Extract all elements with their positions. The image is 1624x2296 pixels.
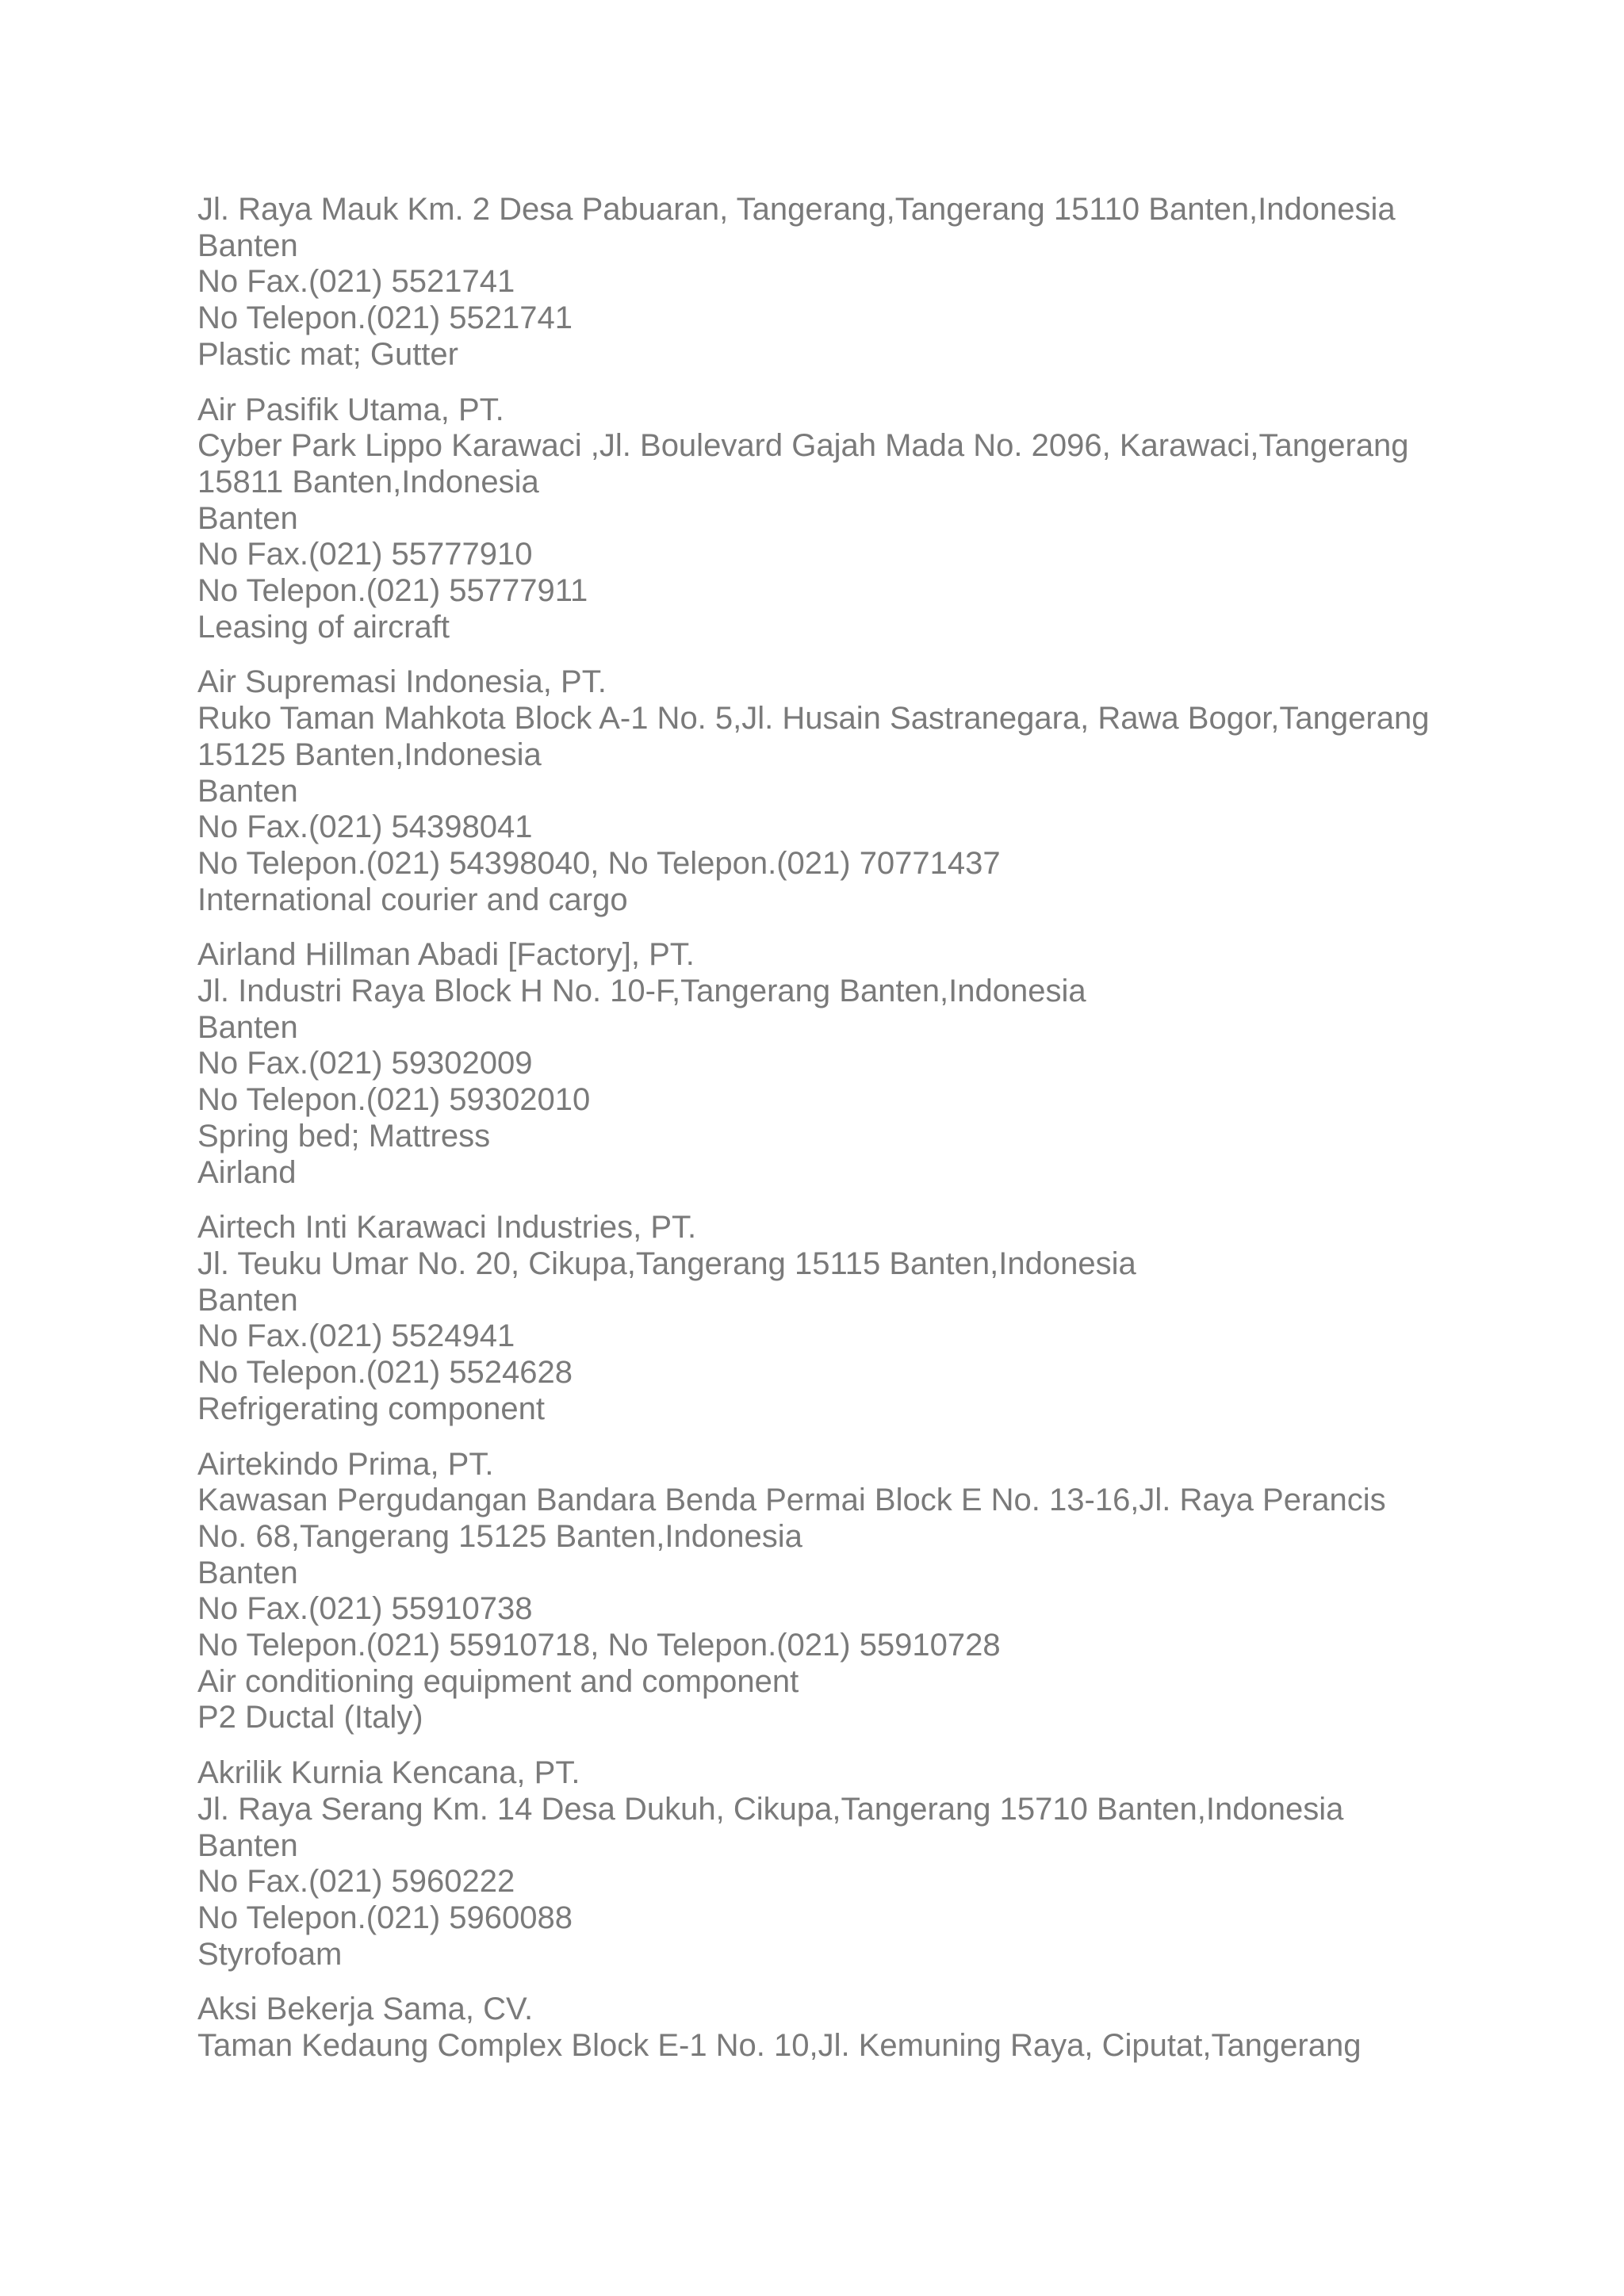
company-province: Banten xyxy=(197,773,298,809)
company-address: Jl. Industri Raya Block H No. 10-F,Tangerang Banten,Indonesia xyxy=(197,974,1086,1009)
company-province: Banten xyxy=(197,228,298,263)
company-address-continued: No. 68,Tangerang 15125 Banten,Indonesia xyxy=(197,1518,802,1554)
company-phone: No Telepon.(021) 55910718, No Telepon.(021) 55910728 xyxy=(197,1628,1001,1663)
company-province: Banten xyxy=(197,1827,298,1863)
company-phone: No Telepon.(021) 54398040, No Telepon.(021) 70771437 xyxy=(197,845,1001,881)
company-products: Leasing of aircraft xyxy=(197,609,450,645)
company-address: Cyber Park Lippo Karawaci ,Jl. Boulevard Gajah Mada No. 2096, Karawaci,Tangerang xyxy=(197,428,1409,464)
company-address: Jl. Raya Mauk Km. 2 Desa Pabuaran, Tangerang,Tangerang 15110 Banten,Indonesia xyxy=(197,192,1396,227)
company-name: Air Supremasi Indonesia, PT. xyxy=(197,664,607,700)
directory-entry xyxy=(197,1447,1466,1737)
company-fax: No Fax.(021) 55777910 xyxy=(197,537,533,572)
company-name: Airtech Inti Karawaci Industries, PT. xyxy=(197,1210,697,1246)
company-fax: No Fax.(021) 55910738 xyxy=(197,1591,533,1627)
company-name: Aksi Bekerja Sama, CV. xyxy=(197,1992,534,2027)
company-fax: No Fax.(021) 5524941 xyxy=(197,1318,515,1354)
directory-entry xyxy=(197,664,1466,918)
company-phone: No Telepon.(021) 5524628 xyxy=(197,1355,573,1391)
company-brand: Airland xyxy=(197,1154,297,1190)
company-fax: No Fax.(021) 5960222 xyxy=(197,1864,515,1900)
company-address: Jl. Teuku Umar No. 20, Cikupa,Tangerang 15115 Banten,Indonesia xyxy=(197,1246,1136,1281)
company-products: Plastic mat; Gutter xyxy=(197,336,458,372)
company-phone: No Telepon.(021) 55777911 xyxy=(197,573,588,609)
company-address: Kawasan Pergudangan Bandara Benda Permai Block E No. 13-16,Jl. Raya Perancis xyxy=(197,1483,1386,1518)
company-name: Akrilik Kurnia Kencana, PT. xyxy=(197,1755,580,1791)
company-products: Spring bed; Mattress xyxy=(197,1118,491,1154)
company-address: Taman Kedaung Complex Block E-1 No. 10,Jl. Kemuning Raya, Ciputat,Tangerang xyxy=(197,2028,1362,2064)
company-phone: No Telepon.(021) 5521741 xyxy=(197,300,573,336)
company-address: Ruko Taman Mahkota Block A-1 No. 5,Jl. Husain Sastranegara, Rawa Bogor,Tangerang xyxy=(197,701,1430,737)
company-products: Refrigerating component xyxy=(197,1391,546,1426)
company-brand: P2 Ductal (Italy) xyxy=(197,1700,423,1735)
company-fax: No Fax.(021) 5521741 xyxy=(197,264,515,300)
company-province: Banten xyxy=(197,1555,298,1590)
company-products: Styrofoam xyxy=(197,1936,343,1972)
company-name: Airtekindo Prima, PT. xyxy=(197,1446,494,1482)
directory-entry xyxy=(197,1992,1466,2064)
company-address: Jl. Raya Serang Km. 14 Desa Dukuh, Cikupa,Tangerang 15710 Banten,Indonesia xyxy=(197,1791,1344,1827)
company-phone: No Telepon.(021) 59302010 xyxy=(197,1082,591,1118)
company-province: Banten xyxy=(197,1009,298,1045)
directory-entry xyxy=(197,937,1466,1191)
company-name: Airland Hillman Abadi [Factory], PT. xyxy=(197,937,695,973)
directory-entry xyxy=(197,1755,1466,1973)
directory-entry xyxy=(197,392,1466,646)
directory-entry xyxy=(197,192,1466,373)
company-fax: No Fax.(021) 59302009 xyxy=(197,1046,533,1081)
company-name: Air Pasifik Utama, PT. xyxy=(197,392,504,427)
company-address-continued: 15125 Banten,Indonesia xyxy=(197,737,542,772)
company-products: Air conditioning equipment and component xyxy=(197,1663,799,1699)
company-products: International courier and cargo xyxy=(197,882,628,917)
company-province: Banten xyxy=(197,1282,298,1318)
company-fax: No Fax.(021) 54398041 xyxy=(197,809,533,845)
directory-entry xyxy=(197,1210,1466,1427)
company-phone: No Telepon.(021) 5960088 xyxy=(197,1900,573,1935)
directory-page xyxy=(197,192,1466,2084)
company-address-continued: 15811 Banten,Indonesia xyxy=(197,464,539,499)
company-province: Banten xyxy=(197,500,298,536)
